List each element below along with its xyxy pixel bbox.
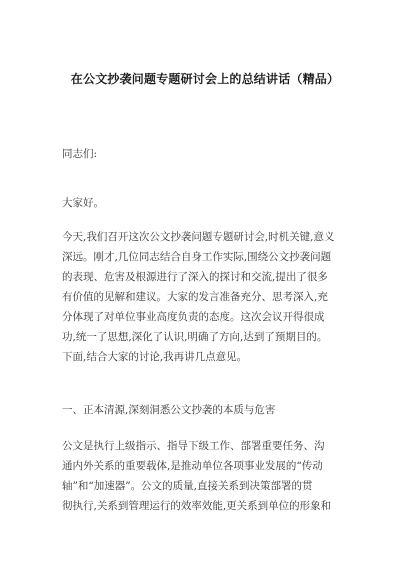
document-title: 在公文抄袭问题专题研讨会上的总结讲话（精品）	[70, 72, 340, 86]
intro-paragraph	[62, 227, 362, 367]
salutation: 同志们:	[62, 148, 98, 160]
intro-line: 有价值的见解和建议。大家的发言准备充分、思考深入,充	[62, 291, 328, 303]
section-heading: 一、正本清源,深刻洞悉公文抄袭的本质与危害	[62, 404, 276, 416]
intro-line: 功,统一了思想,深化了认识,明确了方向,达到了预期目的。	[62, 331, 328, 343]
intro-line: 深远。刚才,几位同志结合自身工作实际,围绕公文抄袭问题	[62, 251, 332, 263]
body-paragraph	[62, 436, 362, 516]
intro-line: 的表现、危害及根源进行了深入的探讨和交流,提出了很多	[62, 271, 328, 283]
body-line: 公文是执行上级指示、指导下级工作、部署重要任务、沟	[62, 440, 325, 452]
body-line: 轴”和“加速器”。公文的质量,直接关系到决策部署的贯	[62, 480, 313, 492]
greeting: 大家好。	[62, 197, 104, 209]
intro-line: 今天,我们召开这次公文抄袭问题专题研讨会,时机关键,意义	[62, 231, 335, 243]
body-line: 彻执行,关系到管理运行的效率效能,更关系到单位的形象和	[62, 500, 332, 512]
intro-line: 下面,结合大家的讨论,我再讲几点意见。	[62, 351, 248, 363]
body-line: 通内外关系的重要载体,是推动单位各项事业发展的“传动	[62, 460, 323, 472]
intro-line: 分体现了对单位事业高度负责的态度。这次会议开得很成	[62, 311, 325, 323]
